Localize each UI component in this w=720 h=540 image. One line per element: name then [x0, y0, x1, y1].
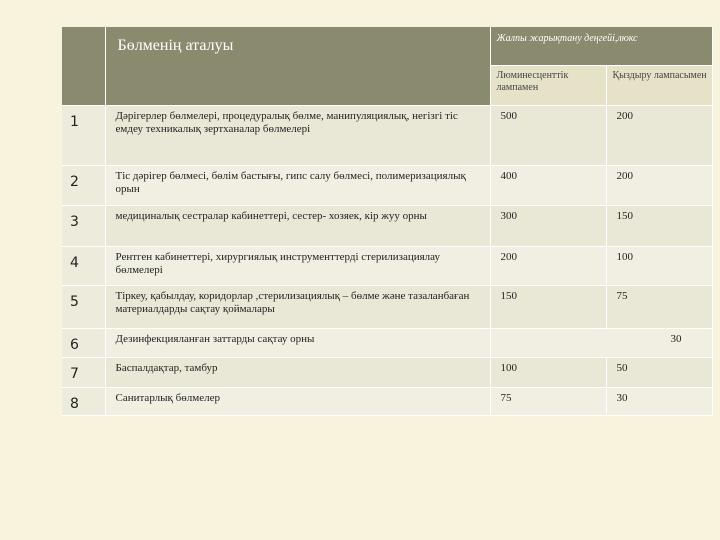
table-row [62, 285, 712, 328]
incandescent-value: 200 [606, 105, 712, 165]
table-row [62, 246, 712, 285]
room-name: Баспалдақтар, тамбур [105, 357, 490, 387]
incandescent-value: 75 [606, 285, 712, 328]
table-row [62, 205, 712, 246]
fluorescent-value: 200 [490, 246, 606, 285]
incandescent-value: 50 [606, 357, 712, 387]
room-name: Дезинфекцияланған заттарды сақтау орны [105, 328, 490, 357]
header-fluorescent-lamp: Люминесценттік лампамен [490, 65, 606, 105]
table-row [62, 387, 712, 415]
table-row [62, 165, 712, 205]
incandescent-value: 30 [606, 387, 712, 415]
room-name: Тіс дәрігер бөлмесі, бөлім бастығы, гипс салу бөлмесі, полимеризациялық орын [105, 165, 490, 205]
header-room-name: Бөлменің аталуы [105, 27, 490, 105]
incandescent-value: 30 [490, 328, 712, 357]
header-illumination-level: Жалпы жарықтану деңгейі,люкс [490, 27, 712, 65]
room-name: Тіркеу, қабылдау, коридорлар ,стерилизациялық – бөлме және тазаланбаған материалдарды сақтау қоймалары [105, 285, 490, 328]
illumination-table [62, 27, 713, 416]
row-number: 8 [62, 387, 105, 415]
row-number: 2 [62, 165, 105, 205]
row-number: 6 [62, 328, 105, 357]
row-number: 1 [62, 105, 105, 165]
fluorescent-value: 100 [490, 357, 606, 387]
row-number: 4 [62, 246, 105, 285]
incandescent-value: 100 [606, 246, 712, 285]
fluorescent-value: 300 [490, 205, 606, 246]
fluorescent-value: 150 [490, 285, 606, 328]
fluorescent-value: 75 [490, 387, 606, 415]
room-name: медициналық сестралар кабинеттері, сестер- хозяек, кір жуу орны [105, 205, 490, 246]
row-number: 5 [62, 285, 105, 328]
room-name: Рентген кабинеттері, хирургиялық инструменттерді стерилизациялау бөлмелері [105, 246, 490, 285]
header-incandescent-lamp: Қыздыру лампасымен [606, 65, 712, 105]
table-row [62, 357, 712, 387]
incandescent-value: 200 [606, 165, 712, 205]
fluorescent-value: 500 [490, 105, 606, 165]
header-number-cell [62, 27, 105, 105]
incandescent-value: 150 [606, 205, 712, 246]
room-name: Санитарлық бөлмелер [105, 387, 490, 415]
fluorescent-value: 400 [490, 165, 606, 205]
table-row [62, 328, 712, 357]
room-name: Дәрігерлер бөлмелері, процедуралық бөлме, манипуляциялық, негізгі тіс емдеу техникалық зертханалар бөлмелері [105, 105, 490, 165]
row-number: 3 [62, 205, 105, 246]
table-row [62, 105, 712, 165]
row-number: 7 [62, 357, 105, 387]
